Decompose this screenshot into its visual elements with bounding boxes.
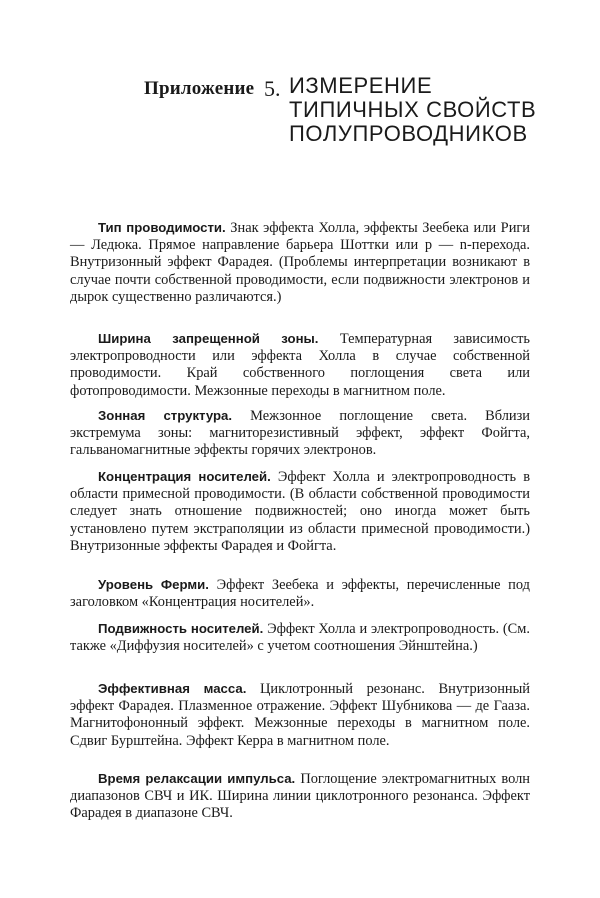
- section-fermi-level: [70, 576, 530, 611]
- section-momentum-relaxation-time: [70, 770, 530, 823]
- section-text: Эффект Холла и электропроводность в области примесной проводимости. (В области собственной проводимости следует знать отношение подвижностей; оно иногда может быть установлено путем экстраполяции из области примесной проводимости.) Внутризонные эффекты Фарадея и Фойгта.: [70, 469, 530, 554]
- section-term: Уровень Ферми.: [98, 577, 209, 592]
- appendix-title-line: ИЗМЕРЕНИЕ: [289, 73, 433, 98]
- section-conductivity-type: [70, 219, 530, 306]
- section-carrier-mobility: [70, 620, 530, 655]
- section-text: Температурная зависимость электропроводности или эффекта Холла в случае собственной проводимости. Край собственного поглощения света или фотопроводимости. Межзонные переходы в магнитном поле.: [70, 331, 530, 399]
- section-term: Концентрация носителей.: [98, 469, 271, 484]
- section-band-gap: [70, 330, 530, 400]
- section-text: Межзонное поглощение света. Вблизи экстремума зоны: магниторезистивный эффект, эффект Фойгта, гальваномагнитные эффекты горячих электронов.: [70, 408, 530, 459]
- appendix-title-line: ТИПИЧНЫХ СВОЙСТВ: [289, 97, 537, 122]
- appendix-title: [289, 74, 536, 146]
- appendix-number: 5.: [264, 76, 281, 101]
- section-term: Эффективная масса.: [98, 681, 247, 696]
- section-term: Время релаксации импульса.: [98, 771, 296, 786]
- section-text: Эффект Холла и электропроводность. (См. также «Диффузия носителей» с учетом соотношения Эйнштейна.): [70, 621, 530, 655]
- appendix-label: Приложение: [144, 78, 255, 99]
- section-term: Ширина запрещенной зоны.: [98, 331, 319, 346]
- section-effective-mass: [70, 680, 530, 750]
- section-text: Эффект Зеебека и эффекты, перечисленные под заголовком «Концентрация носителей».: [70, 577, 530, 611]
- section-band-structure: [70, 407, 530, 460]
- section-text: Знак эффекта Холла, эффекты Зеебека или Риги — Ледюка. Прямое направление барьера Шоттки или p — n-перехода. Внутризонный эффект Фарадея. (Проблемы интерпретации возникают в случае почти собственной проводимости, если подвижности электронов и дырок существенно различаются.): [70, 220, 530, 305]
- section-text: Циклотронный резонанс. Внутризонный эффект Фарадея. Плазменное отражение. Эффект Шубникова — де Гааза. Магнитофононный эффект. Межзонные переходы в магнитном поле. Сдвиг Бурштейна. Эффект Керра в магнитном поле.: [70, 681, 530, 749]
- section-term: Зонная структура.: [98, 408, 233, 423]
- section-term: Подвижность носителей.: [98, 621, 264, 636]
- section-term: Тип проводимости.: [98, 220, 226, 235]
- section-carrier-concentration: [70, 468, 530, 555]
- section-text: Поглощение электромагнитных волн диапазонов СВЧ и ИК. Ширина линии циклотронного резонанса. Эффект Фарадея в диапазоне СВЧ.: [70, 771, 530, 822]
- appendix-title-line: ПОЛУПРОВОДНИКОВ: [289, 121, 528, 146]
